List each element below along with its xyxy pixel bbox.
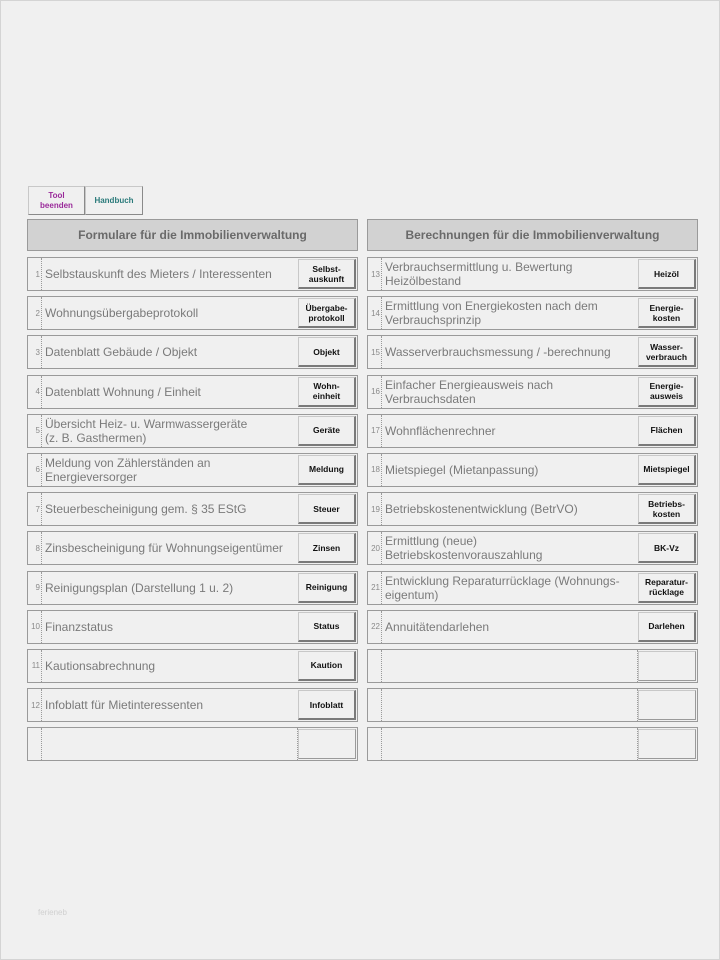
row-label: Datenblatt Wohnung / Einheit <box>45 384 201 399</box>
row-number: 20 <box>368 532 382 564</box>
table-row <box>367 610 698 644</box>
row-number: 8 <box>28 532 42 564</box>
row-number: 16 <box>368 376 382 408</box>
table-row <box>367 492 698 526</box>
table-row <box>27 453 358 487</box>
table-row <box>27 610 358 644</box>
table-row <box>367 649 698 683</box>
row-label: Entwicklung Reparaturrücklage (Wohnungs- eigentum) <box>385 573 620 602</box>
row-number <box>368 650 382 682</box>
row-number: 7 <box>28 493 42 525</box>
row-number: 5 <box>28 415 42 447</box>
row-number: 3 <box>28 336 42 368</box>
row-button[interactable]: Übergabe- protokoll <box>298 298 356 328</box>
table-row <box>27 414 358 448</box>
table-row <box>27 727 358 761</box>
row-button[interactable]: Darlehen <box>638 612 696 642</box>
empty-button[interactable] <box>638 729 696 759</box>
row-button[interactable]: Status <box>298 612 356 642</box>
row-label: Meldung von Zählerständen an Energieversorger <box>45 455 211 484</box>
table-row <box>367 414 698 448</box>
row-number: 13 <box>368 258 382 290</box>
toolbar <box>28 186 143 215</box>
calculations-panel-title: Berechnungen für die Immobilienverwaltung <box>367 219 698 251</box>
table-row <box>27 375 358 409</box>
row-button[interactable]: BK-Vz <box>638 533 696 563</box>
row-number: 18 <box>368 454 382 486</box>
row-label <box>382 728 638 760</box>
row-number: 14 <box>368 297 382 329</box>
row-button[interactable]: Wohn- einheit <box>298 377 356 407</box>
row-button[interactable]: Zinsen <box>298 533 356 563</box>
watermark: ferieneb <box>38 908 67 917</box>
row-label: Selbstauskunft des Mieters / Interessenten <box>45 267 272 281</box>
row-label: Verbrauchsermittlung u. Bewertung Heizölbestand <box>385 260 573 288</box>
empty-button[interactable] <box>638 690 696 720</box>
table-row <box>27 492 358 526</box>
row-label: Reinigungsplan (Darstellung 1 u. 2) <box>45 580 234 595</box>
row-number: 11 <box>28 650 42 682</box>
row-label: Zinsbescheinigung für Wohnungseigentümer <box>45 541 283 556</box>
table-row <box>27 335 358 369</box>
row-number: 9 <box>28 572 42 604</box>
row-label: Wohnungsübergabeprotokoll <box>45 306 199 321</box>
row-number: 15 <box>368 336 382 368</box>
row-label: Ermittlung (neue) Betriebskostenvorauszahlung <box>385 534 543 563</box>
row-number: 12 <box>28 689 42 721</box>
table-row <box>27 531 358 565</box>
row-button[interactable]: Heizöl <box>638 259 696 289</box>
row-label: Annuitätendarlehen <box>385 619 490 634</box>
row-number <box>28 728 42 760</box>
row-label: Übersicht Heiz- u. Warmwassergeräte (z. B. Gasthermen) <box>45 416 248 445</box>
empty-button[interactable] <box>638 651 696 681</box>
row-button[interactable]: Meldung <box>298 455 356 485</box>
row-number: 1 <box>28 258 42 290</box>
row-number: 4 <box>28 376 42 408</box>
row-number: 2 <box>28 297 42 329</box>
row-button[interactable]: Energie- kosten <box>638 298 696 328</box>
row-label: Einfacher Energieausweis nach Verbrauchsdaten <box>385 377 554 406</box>
row-button[interactable]: Wasser- verbrauch <box>638 337 696 367</box>
row-label: Infoblatt für Mietinteressenten <box>45 698 204 713</box>
row-button[interactable]: Geräte <box>298 416 356 446</box>
table-row <box>367 335 698 369</box>
row-label: Betriebskostenentwicklung (BetrVO) <box>385 502 578 517</box>
row-label <box>382 650 638 682</box>
table-row <box>367 296 698 330</box>
row-button[interactable]: Objekt <box>298 337 356 367</box>
row-button[interactable]: Flächen <box>638 416 696 446</box>
tool-end-button[interactable]: Tool beenden <box>28 186 85 215</box>
table-row <box>27 257 358 291</box>
empty-button[interactable] <box>298 729 356 759</box>
table-row <box>367 571 698 605</box>
row-label <box>382 689 638 721</box>
row-label: Wasserverbrauchsmessung / -berechnung <box>385 345 611 360</box>
row-label: Datenblatt Gebäude / Objekt <box>45 345 198 360</box>
table-row <box>367 688 698 722</box>
row-button[interactable]: Betriebs- kosten <box>638 494 696 524</box>
calculations-panel <box>367 219 698 766</box>
row-number <box>368 689 382 721</box>
row-number: 22 <box>368 611 382 643</box>
row-label: Mietspiegel (Mietanpassung) <box>385 462 539 477</box>
row-label: Wohnflächenrechner <box>385 423 496 438</box>
table-row <box>367 257 698 291</box>
row-button[interactable]: Steuer <box>298 494 356 524</box>
row-button[interactable]: Reinigung <box>298 573 356 603</box>
row-button[interactable]: Reparatur- rücklage <box>638 573 696 603</box>
table-row <box>27 296 358 330</box>
table-row <box>27 649 358 683</box>
table-row <box>367 453 698 487</box>
row-number: 10 <box>28 611 42 643</box>
table-row <box>367 727 698 761</box>
row-label: Steuerbescheinigung gem. § 35 EStG <box>45 502 247 517</box>
table-row <box>27 571 358 605</box>
row-number: 17 <box>368 415 382 447</box>
row-label: Ermittlung von Energiekosten nach dem Verbrauchsprinzip <box>385 299 598 328</box>
manual-button[interactable]: Handbuch <box>85 186 143 215</box>
row-number: 21 <box>368 572 382 604</box>
row-label: Kautionsabrechnung <box>45 658 156 673</box>
row-button[interactable]: Mietspiegel <box>638 455 696 485</box>
table-row <box>367 531 698 565</box>
row-label: Finanzstatus <box>45 619 114 634</box>
row-number: 6 <box>28 454 42 486</box>
row-button[interactable]: Kaution <box>298 651 356 681</box>
row-button[interactable]: Energie- ausweis <box>638 377 696 407</box>
row-number: 19 <box>368 493 382 525</box>
row-button[interactable]: Selbst- auskunft <box>298 259 356 289</box>
table-row <box>27 688 358 722</box>
table-row <box>367 375 698 409</box>
forms-panel-title: Formulare für die Immobilienverwaltung <box>27 219 358 251</box>
forms-panel <box>27 219 358 766</box>
row-button[interactable]: Infoblatt <box>298 690 356 720</box>
row-number <box>368 728 382 760</box>
row-label <box>42 728 298 760</box>
